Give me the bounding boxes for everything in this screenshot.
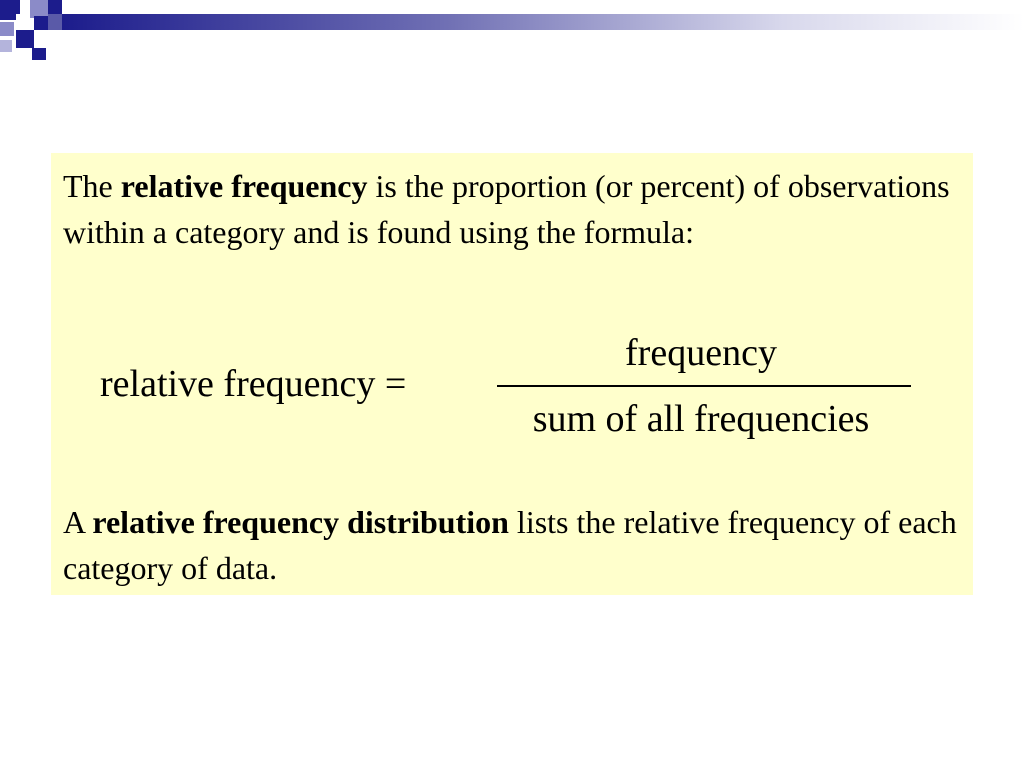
decor-square-9 bbox=[32, 48, 46, 60]
distribution-definition bbox=[63, 499, 963, 591]
relative-frequency-definition bbox=[63, 163, 963, 255]
term-relative-frequency-distribution: relative frequency distribution bbox=[92, 504, 509, 540]
formula-lhs: relative frequency = bbox=[100, 363, 407, 405]
decor-square-6 bbox=[16, 30, 34, 48]
decor-square-8 bbox=[48, 14, 62, 30]
header-gradient-bar bbox=[62, 14, 1024, 30]
decor-square-7 bbox=[34, 16, 48, 30]
decor-square-10 bbox=[0, 40, 12, 52]
term-relative-frequency: relative frequency bbox=[120, 168, 368, 204]
formula-denominator: sum of all frequencies bbox=[532, 398, 870, 440]
definition-panel bbox=[51, 153, 973, 595]
header-decoration bbox=[0, 0, 1024, 64]
decor-square-4 bbox=[48, 0, 62, 14]
formula-numerator: frequency bbox=[625, 332, 777, 374]
decor-square-5 bbox=[0, 22, 14, 36]
distribution-intro: A bbox=[63, 504, 93, 540]
fraction-bar bbox=[497, 385, 911, 387]
definition-intro: The bbox=[63, 168, 121, 204]
definition-text: is the proportion (or percent) of observations within a category and is found using the formula: bbox=[63, 168, 950, 250]
distribution-text: lists the relative frequency of each category of data. bbox=[63, 504, 957, 586]
relative-frequency-formula bbox=[51, 325, 973, 455]
